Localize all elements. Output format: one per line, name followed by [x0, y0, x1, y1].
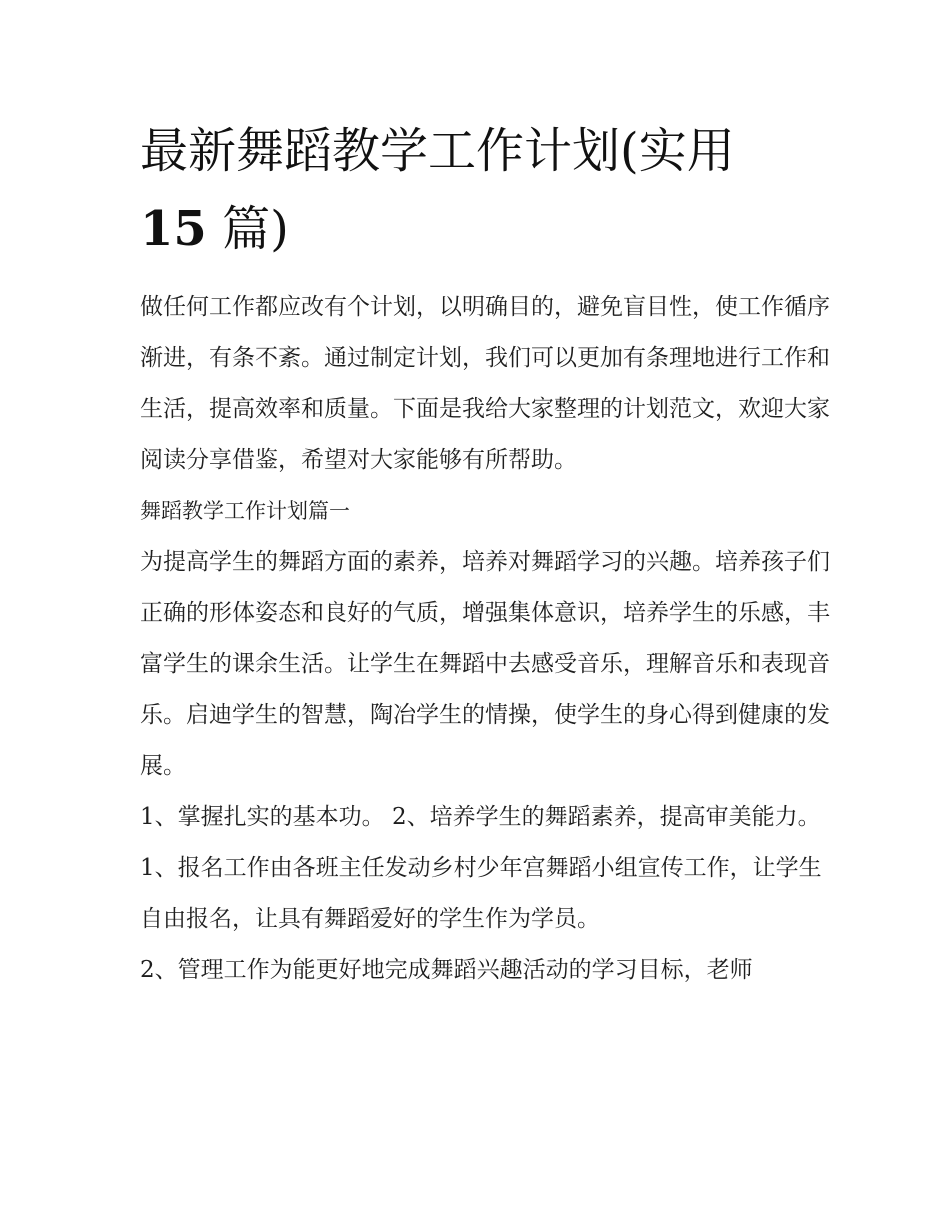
body-paragraph-2: 1、掌握扎实的基本功。 2、培养学生的舞蹈素养，提高审美能力。	[140, 804, 821, 830]
body-paragraph-1: 为提高学生的舞蹈方面的素养，培养对舞蹈学习的兴趣。培养孩子们正确的形体姿态和良好的气质，增强集体意识，培养学生的乐感，丰富学生的课余生活。让学生在舞蹈中去感受音乐，理解音乐和表现音乐。启迪学生的智慧，陶冶学生的情操，使学生的身心得到健康的发展。	[140, 549, 830, 779]
title-number: 15	[140, 201, 207, 257]
body-paragraph-3: 1、报名工作由各班主任发动乡村少年宫舞蹈小组宣传工作，让学生自由报名，让具有舞蹈爱好的学生作为学员。	[140, 855, 822, 932]
title-main: 最新舞蹈教学工作计划(实用	[140, 123, 735, 179]
document-title	[140, 112, 830, 268]
body-paragraph-4: 2、管理工作为能更好地完成舞蹈兴趣活动的学习目标，老师	[140, 957, 753, 983]
intro-paragraph: 做任何工作都应改有个计划，以明确目的，避免盲目性，使工作循序渐进，有条不紊。通过制定计划，我们可以更加有条理地进行工作和生活，提高效率和质量。下面是我给大家整理的计划范文，欢迎大家阅读分享借鉴，希望对大家能够有所帮助。	[140, 294, 830, 473]
section-heading: 舞蹈教学工作计划篇一	[140, 499, 350, 523]
title-end: 篇)	[222, 201, 289, 257]
document-page	[140, 112, 830, 996]
